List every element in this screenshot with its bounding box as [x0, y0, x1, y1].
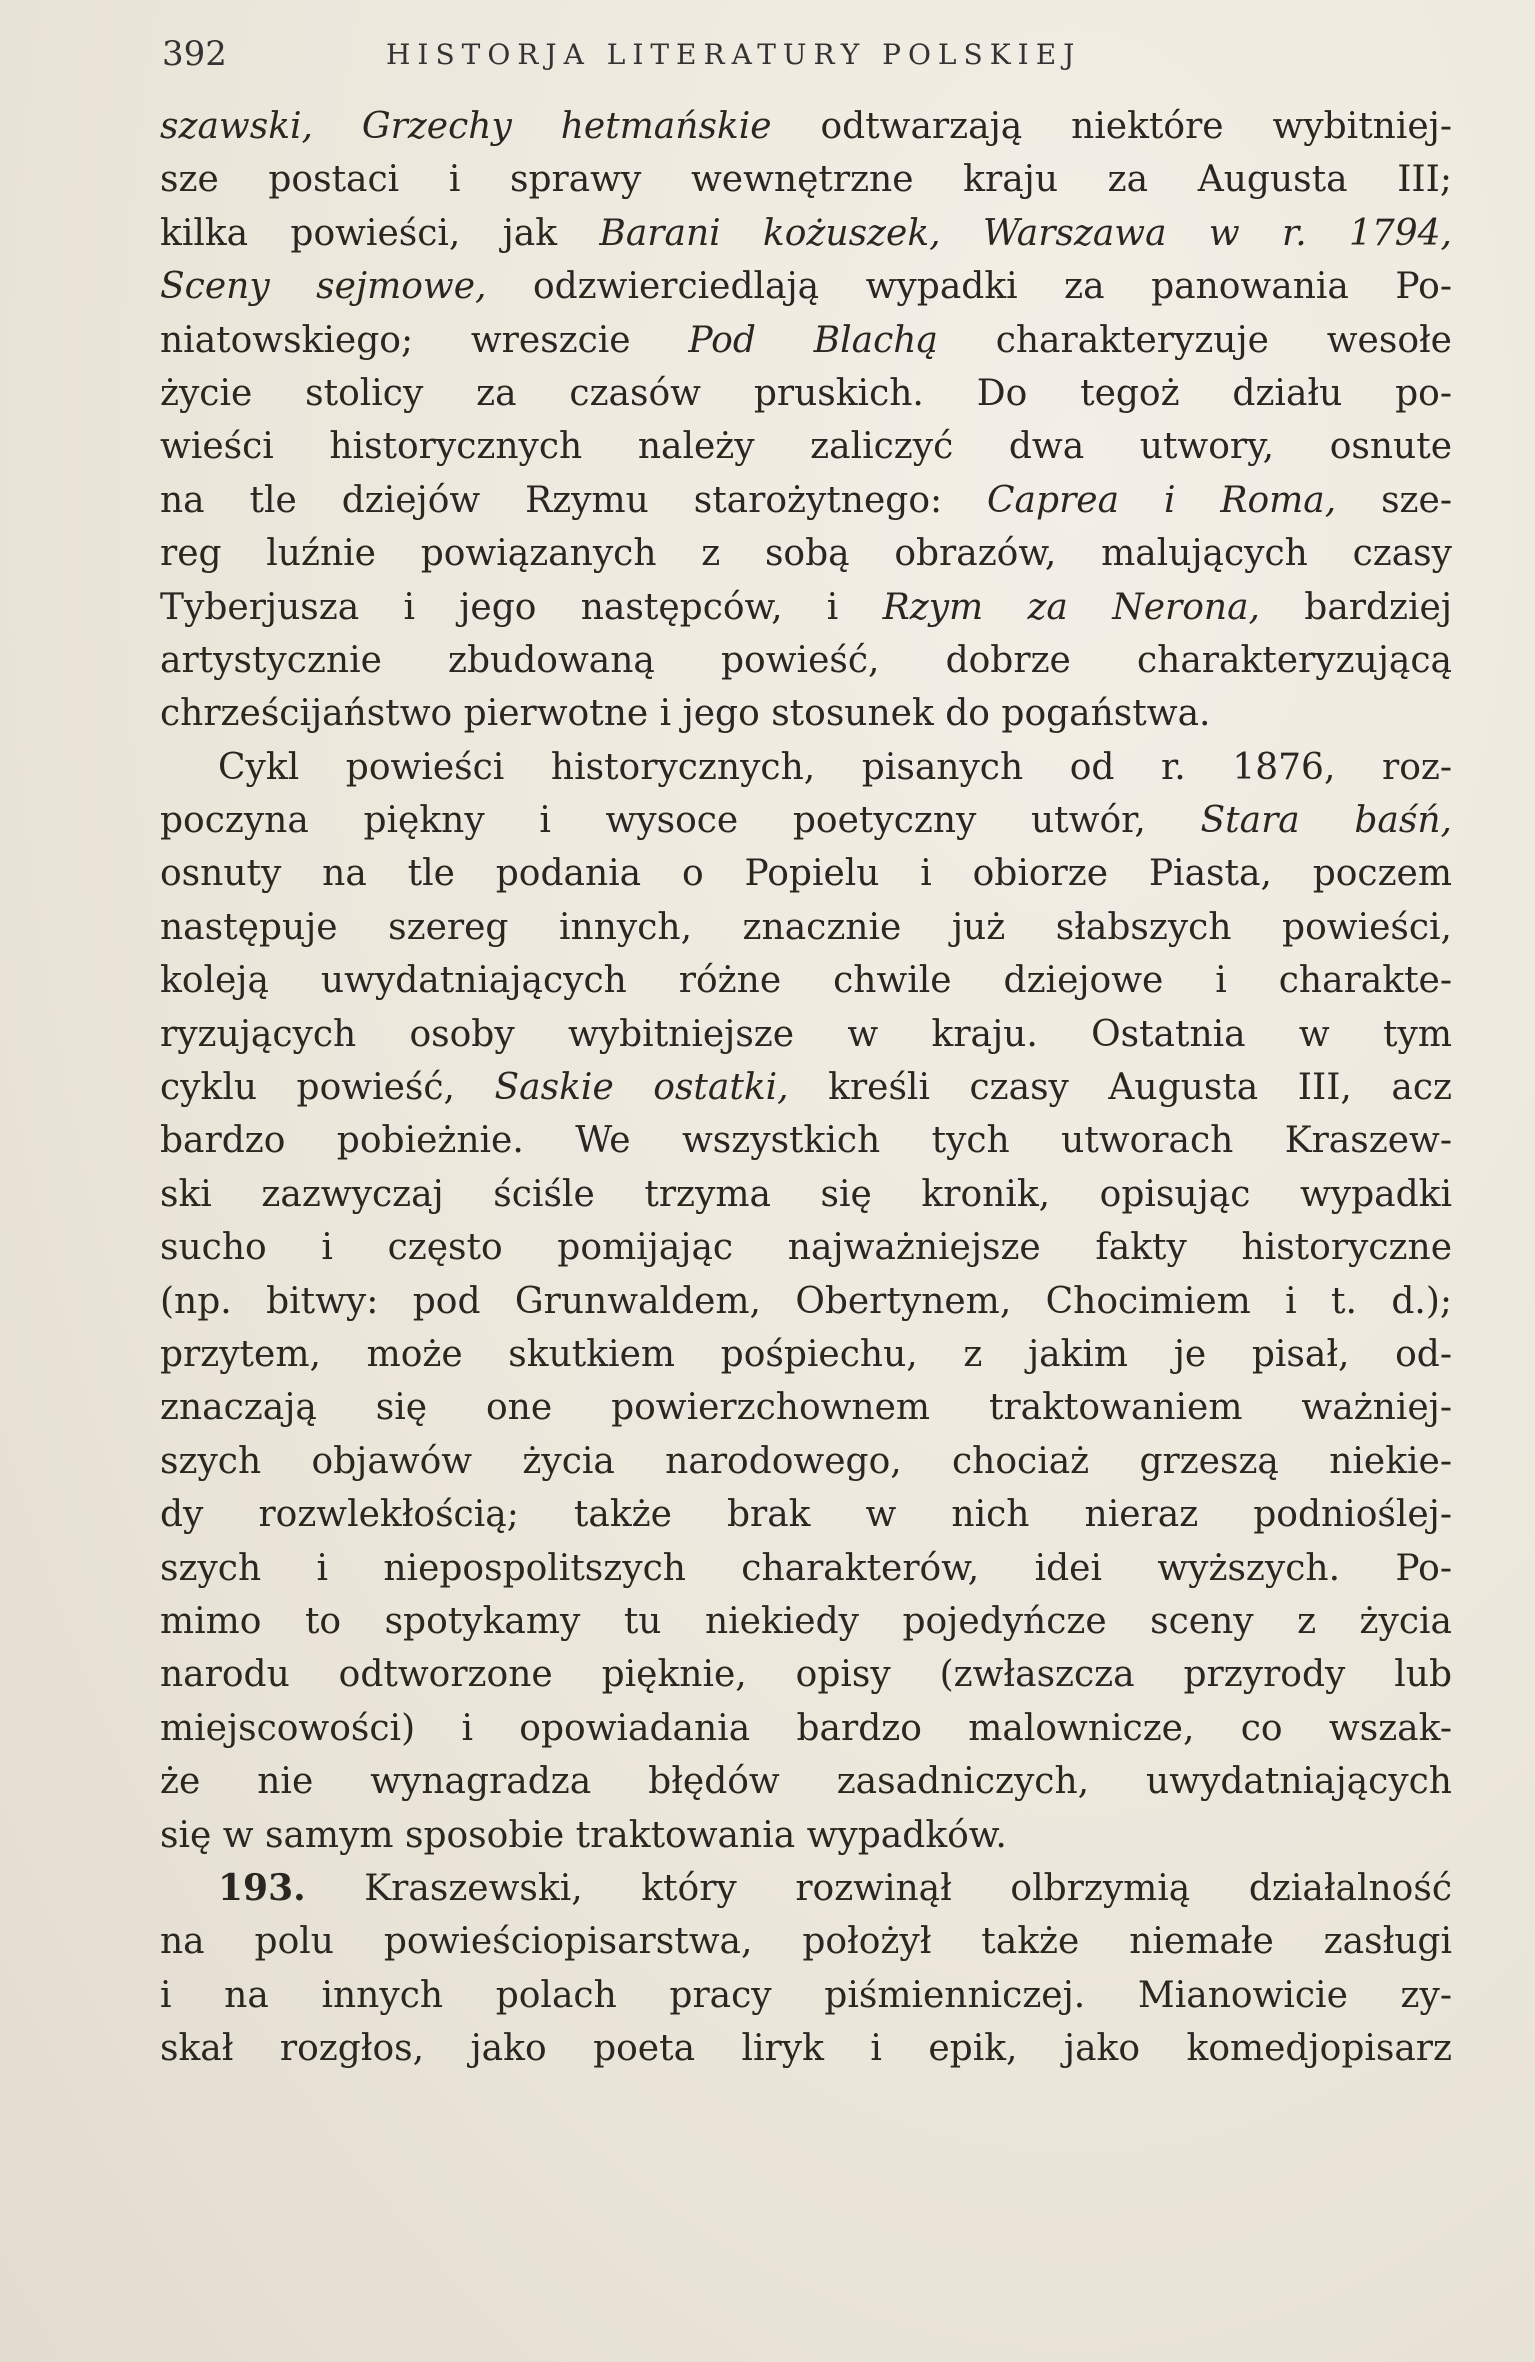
text-segment: Kraszewski, który rozwinął olbrzymią działalność — [305, 1867, 1452, 1909]
text-segment: szych objawów życia narodowego, chociaż grzeszą niekie- — [160, 1440, 1452, 1482]
text-line — [160, 1755, 1452, 1808]
text-segment: na tle dziejów Rzymu starożytnego: — [160, 479, 988, 521]
text-line — [160, 1168, 1452, 1221]
text-segment: sze- — [1336, 479, 1452, 521]
text-line — [160, 1702, 1452, 1755]
text-segment: odzwierciedlają wypadki za panowania Po- — [486, 266, 1452, 308]
text-segment: sze postaci i sprawy wewnętrzne kraju za Augusta III; — [160, 159, 1452, 201]
text-line — [160, 420, 1452, 473]
text-line — [160, 1542, 1452, 1595]
text-line — [160, 954, 1452, 1007]
text-line — [160, 1648, 1452, 1701]
text-segment: narodu odtworzone pięknie, opisy (zwłaszcza przyrody lub — [160, 1654, 1452, 1696]
text-line — [160, 1488, 1452, 1541]
text-segment: bardzo pobieżnie. We wszystkich tych utworach Kraszew- — [160, 1120, 1452, 1162]
text-line — [160, 1915, 1452, 1968]
text-segment: (np. bitwy: pod Grunwaldem, Obertynem, Chocimiem i t. d.); — [160, 1280, 1452, 1322]
text-segment: życie stolicy za czasów pruskich. Do tegoż działu po- — [160, 372, 1452, 414]
text-line — [160, 1008, 1452, 1061]
text-segment: wieści historycznych należy zaliczyć dwa utwory, osnute — [160, 426, 1452, 468]
text-line — [160, 687, 1452, 740]
text-line — [160, 314, 1452, 367]
text-segment: że nie wynagradza błędów zasadniczych, uwydatniających — [160, 1761, 1452, 1803]
italic-title: Barani kożuszek, Warszawa w r. 1794, — [599, 212, 1452, 254]
text-line — [160, 1969, 1452, 2022]
text-segment: reg luźnie powiązanych z sobą obrazów, malujących czasy — [160, 533, 1452, 575]
text-segment: następuje szereg innych, znacznie już słabszych powieści, — [160, 906, 1452, 948]
text-segment: kilka powieści, jak — [160, 212, 600, 254]
text-line — [160, 1595, 1452, 1648]
italic-title: Caprea i Roma, — [987, 479, 1337, 521]
italic-title: Stara baśń, — [1200, 800, 1452, 842]
text-segment: na polu powieściopisarstwa, położył także niemałe zasługi — [160, 1921, 1452, 1963]
text-segment: skał rozgłos, jako poeta liryk i epik, jako komedjopisarz — [160, 2028, 1452, 2070]
text-segment: koleją uwydatniających różne chwile dziejowe i charakte- — [160, 960, 1452, 1002]
text-line — [160, 100, 1452, 153]
text-line — [160, 1435, 1452, 1488]
text-segment: sucho i często pomijając najważniejsze fakty historyczne — [160, 1227, 1452, 1269]
text-line — [160, 1061, 1452, 1114]
text-line — [160, 207, 1452, 260]
text-segment: się w samym sposobie traktowania wypadków. — [160, 1814, 1007, 1856]
text-segment: chrześcijaństwo pierwotne i jego stosunek do pogaństwa. — [160, 693, 1211, 735]
text-segment: ski zazwyczaj ściśle trzyma się kronik, opisując wypadki — [160, 1173, 1452, 1215]
text-line — [160, 527, 1452, 580]
text-line — [160, 741, 1452, 794]
text-segment: dy rozwlekłością; także brak w nich nieraz podnioślej- — [160, 1494, 1452, 1536]
text-segment: cyklu powieść, — [160, 1067, 495, 1109]
text-line — [160, 1809, 1452, 1862]
section-number: 193. — [218, 1866, 306, 1909]
italic-title: Rzym za Nerona, — [882, 586, 1260, 628]
text-line — [160, 901, 1452, 954]
text-segment: Tyberjusza i jego następców, i — [160, 586, 883, 628]
text-line — [160, 634, 1452, 687]
text-line — [160, 2022, 1452, 2075]
text-segment: osnuty na tle podania o Popielu i obiorze Piasta, poczem — [160, 853, 1452, 895]
italic-title: szawski, Grzechy hetmańskie — [160, 106, 772, 147]
page-header — [162, 34, 1462, 84]
text-segment: znaczają się one powierzchownem traktowaniem ważniej- — [160, 1387, 1452, 1429]
text-segment: szych i niepospolitszych charakterów, idei wyższych. Po- — [160, 1547, 1452, 1589]
text-line — [160, 794, 1452, 847]
text-line — [160, 474, 1452, 527]
text-line — [160, 1221, 1452, 1274]
text-segment: poczyna piękny i wysoce poetyczny utwór, — [160, 800, 1201, 842]
text-line — [160, 1328, 1452, 1381]
text-line — [160, 581, 1452, 634]
text-segment: charakteryzuje wesołe — [937, 319, 1452, 361]
text-segment: mimo to spotykamy tu niekiedy pojedyńcze sceny z życia — [160, 1600, 1452, 1642]
text-segment: niatowskiego; wreszcie — [160, 319, 689, 361]
text-segment: przytem, może skutkiem pośpiechu, z jakim je pisał, od- — [160, 1333, 1452, 1375]
text-line — [160, 1275, 1452, 1328]
text-segment: i na innych polach pracy piśmienniczej. Mianowicie zy- — [160, 1974, 1452, 2016]
text-segment: Cykl powieści historycznych, pisanych od r. 1876, roz- — [218, 746, 1452, 788]
text-line — [160, 260, 1452, 313]
italic-title: Saskie ostatki, — [494, 1067, 789, 1109]
italic-title: Pod Blachą — [688, 319, 938, 361]
running-title: HISTORJA LITERATURY POLSKIEJ — [386, 38, 1082, 71]
text-line — [160, 1862, 1452, 1915]
italic-title: Sceny sejmowe, — [160, 266, 487, 308]
text-line — [160, 1381, 1452, 1434]
text-line — [160, 1114, 1452, 1167]
body-text — [160, 100, 1452, 2075]
text-segment: artystycznie zbudowaną powieść, dobrze charakteryzującą — [160, 639, 1452, 681]
text-segment: odtwarzają niektóre wybitniej- — [771, 106, 1452, 147]
page-number: 392 — [162, 34, 227, 74]
text-line — [160, 367, 1452, 420]
text-segment: kreśli czasy Augusta III, acz — [788, 1067, 1452, 1109]
text-line — [160, 847, 1452, 900]
text-line — [160, 153, 1452, 206]
text-segment: bardziej — [1259, 586, 1452, 628]
text-segment: ryzujących osoby wybitniejsze w kraju. Ostatnia w tym — [160, 1013, 1452, 1055]
text-segment: miejscowości) i opowiadania bardzo malownicze, co wszak- — [160, 1707, 1452, 1749]
